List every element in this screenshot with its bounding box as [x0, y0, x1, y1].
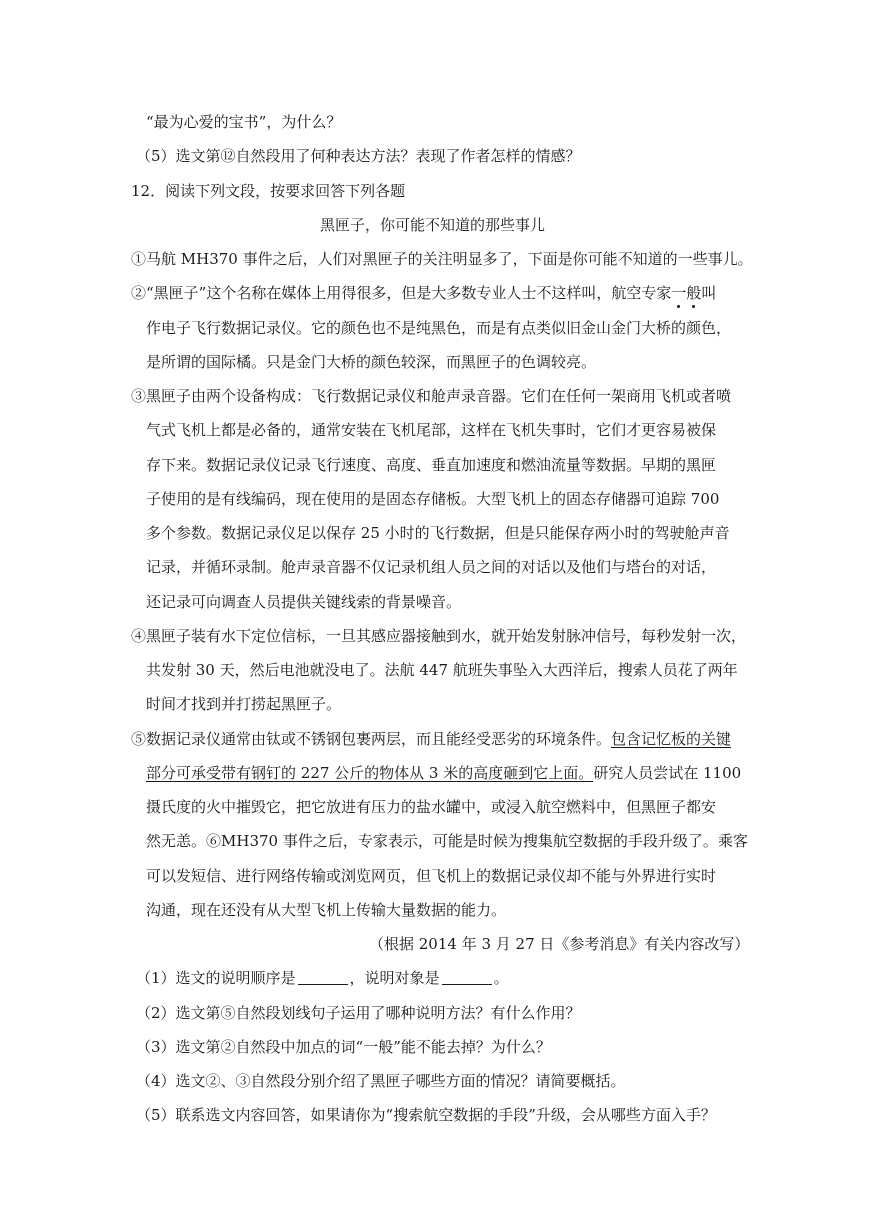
paragraph-5-line-3: 摄氏度的火中摧毁它，把它放进有压力的盐水罐中，或浸入航空燃料中，但黑匣子都安	[146, 798, 717, 816]
paragraph-5-text-b: 研究人员尝试在 1100	[593, 764, 742, 782]
paragraph-5-line-1	[131, 729, 731, 749]
paragraph-4-line-3: 时间才找到并打捞起黑匣子。	[146, 695, 342, 713]
paragraph-3-line-3: 存下来。数据记录仪记录飞行速度、高度、垂直加速度和燃油流量等数据。早期的黑匣	[146, 456, 717, 474]
answer-blank-2[interactable]	[442, 970, 492, 985]
paragraph-2-text-b: 叫	[701, 284, 717, 302]
paragraph-4-line-1: ④黑匣子装有水下定位信标，一旦其感应器接触到水，就开始发射脉冲信号，每秒发射一次，	[131, 627, 747, 645]
paragraph-5-text-a: ⑤数据记录仪通常由钛或不锈钢包裹两层，而且能经受恶劣的环境条件。	[131, 730, 612, 748]
paragraph-2-line-3: 是所谓的国际橘。只是金门大桥的颜色较深，而黑匣子的色调较亮。	[146, 353, 597, 371]
answer-blank-1[interactable]	[298, 970, 348, 985]
question-4: （4）选文②、③自然段分别介绍了黑匣子哪些方面的情况？请简要概括。	[136, 1072, 626, 1090]
paragraph-3-line-7: 还记录可向调查人员提供关键线索的背景噪音。	[146, 593, 462, 611]
paragraph-3-line-6: 记录，并循环录制。舱声录音器不仅记录机组人员之间的对话以及他们与塔台的对话，	[146, 558, 717, 576]
question-1-text-c: 。	[493, 969, 509, 987]
paragraph-2-line-2: 作电子飞行数据记录仪。它的颜色也不是纯黑色，而是有点类似旧金山金门大桥的颜色，	[146, 319, 732, 337]
question-1	[136, 968, 509, 988]
article-title: 黑匣子，你可能不知道的那些事儿	[320, 216, 546, 234]
underlined-sentence-part-2: 部分可承受带有钢钉的 227 公斤的物体从 3 米的高度砸到它上面。	[146, 764, 594, 782]
paragraph-4-line-2: 共发射 30 天，然后电池就没电了。法航 447 航班失事坠入大西洋后，搜索人员花了两年	[146, 661, 738, 679]
paragraph-5-line-6: 沟通，现在还没有从大型飞机上传输大量数据的能力。	[146, 901, 507, 919]
underlined-sentence-part-1: 包含记忆板的关键	[611, 730, 732, 748]
paragraph-1: ①马航 MH370 事件之后，人们对黑匣子的关注明显多了，下面是你可能不知道的一些事儿。	[131, 250, 753, 268]
prev-question-5: （5）选文第⑫自然段用了何种表达方法？表现了作者怎样的情感？	[136, 147, 581, 165]
emphasis-dot-char-2: 般	[686, 284, 702, 302]
paragraph-3-line-1: ③黑匣子由两个设备构成：飞行数据记录仪和舱声录音器。它们在任何一架商用飞机或者喷	[131, 387, 732, 405]
question-1-text-b: ，说明对象是	[349, 969, 440, 987]
paragraph-5-line-2	[146, 763, 741, 783]
paragraph-2-text-a: ②“黑匣子”这个名称在媒体上用得很多，但是大多数专业人士不这样叫，航空专家	[131, 284, 672, 302]
emphasis-dot-char-1: 一	[671, 284, 687, 302]
question-3: （3）选文第②自然段中加点的词“一般”能不能去掉？为什么？	[136, 1038, 551, 1056]
paragraph-3-line-4: 子使用的是有线编码，现在使用的是固态存储板。大型飞机上的固态存储器可追踪 700	[146, 490, 720, 508]
question-5: （5）联系选文内容回答，如果请你为“搜索航空数据的手段”升级，会从哪些方面入手？	[136, 1106, 716, 1124]
paragraph-2-line-1	[131, 283, 716, 303]
question-12-header: 12．阅读下列文段，按要求回答下列各题	[131, 182, 406, 200]
question-1-text-a: （1）选文的说明顺序是	[136, 969, 296, 987]
paragraph-5-line-4: 然无恙。⑥MH370 事件之后，专家表示，可能是时候为搜集航空数据的手段升级了。乘客	[146, 832, 748, 850]
prev-question-line: “最为心爱的宝书”，为什么？	[146, 113, 342, 131]
paragraph-3-line-5: 多个参数。数据记录仪足以保存 25 小时的飞行数据，但是只能保存两小时的驾驶舱声音	[146, 524, 730, 542]
paragraph-3-line-2: 气式飞机上都是必备的，通常安装在飞机尾部，这样在飞机失事时，它们才更容易被保	[146, 421, 717, 439]
paragraph-5-line-5: 可以发短信、进行网络传输或浏览网页，但飞机上的数据记录仪却不能与外界进行实时	[146, 867, 717, 885]
question-2: （2）选文第⑤自然段划线句子运用了哪种说明方法？有什么作用？	[136, 1004, 581, 1022]
source-note: （根据 2014 年 3 月 27 日《参考消息》有关内容改写）	[369, 935, 750, 953]
